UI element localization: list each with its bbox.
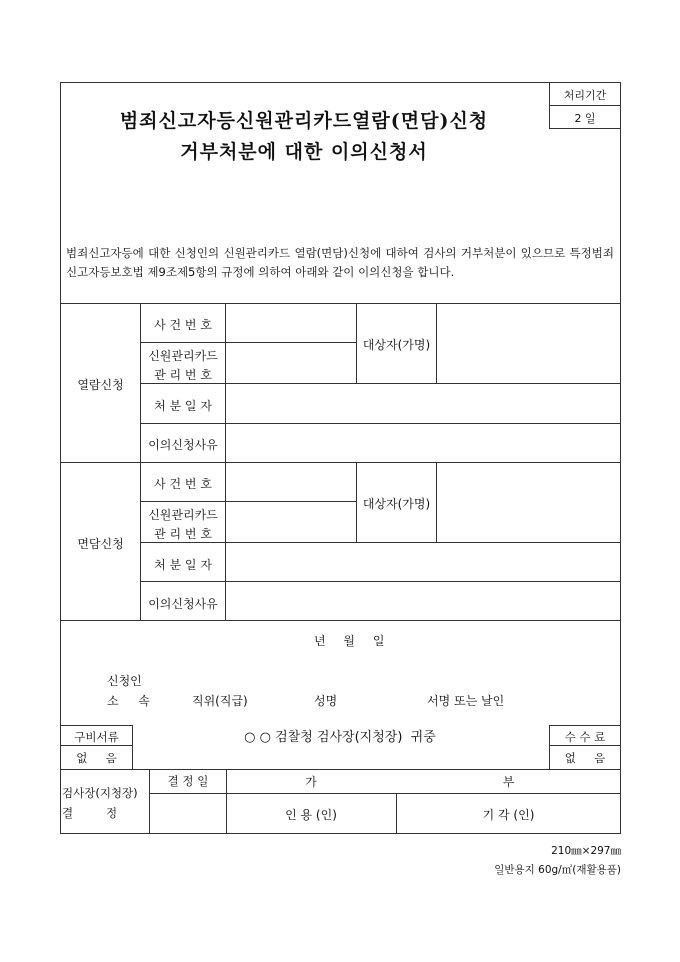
decision-reject-label: 부 xyxy=(502,775,515,789)
applicant-name-label: 성명 xyxy=(314,694,338,708)
form-title-line2: 거부처분에 대한 이의신청서 xyxy=(180,141,428,163)
applicant-label: 신청인 xyxy=(107,674,142,688)
yeollam-case-number-label: 사 건 번 호 xyxy=(154,318,212,332)
myeondam-section-label: 면담신청 xyxy=(77,537,124,551)
myeondam-target-label: 대상자(가명) xyxy=(362,497,431,511)
paper-type-note: 일반용지 60g/㎡(재활용품) xyxy=(494,864,621,876)
myeondam-disposition-date-label: 처 분 일 자 xyxy=(154,558,212,572)
yeollam-disposition-date-label: 처 분 일 자 xyxy=(154,399,212,413)
decision-approve-label: 가 xyxy=(305,775,317,789)
yeollam-target-label: 대상자(가명) xyxy=(362,338,431,352)
applicant-affiliation-label: 소 속 xyxy=(107,694,150,708)
applicant-signature-label: 서명 또는 날인 xyxy=(427,694,505,708)
required-docs-label: 구비서류 xyxy=(74,730,119,744)
myeondam-reason-label: 이의신청사유 xyxy=(148,597,218,611)
application-date-line: 년 월 일 xyxy=(314,634,385,648)
processing-period-label: 처리기간 xyxy=(563,89,607,102)
decision-label-1: 검사장(지청장) xyxy=(62,786,138,800)
yeollam-card-label-2: 관 리 번 호 xyxy=(154,368,212,382)
decision-reject-result: 기 각 (인) xyxy=(482,808,535,822)
form-title-line1: 범죄신고자등신원관리카드열람(면담)신청 xyxy=(119,110,489,132)
frame-left xyxy=(60,82,61,834)
myeondam-case-number-label: 사 건 번 호 xyxy=(154,477,212,491)
intro-paragraph: 범죄신고자등에 대한 신청인의 신원관리카드 열람(면담)신청에 대하여 검사의 거부처분이 있으므로 특정범죄신고자등보호법 제9조제5항의 규정에 의하여 아래와 같이 이의신청을 합니다. xyxy=(66,246,614,279)
decision-approve-result: 인 용 (인) xyxy=(285,808,337,822)
frame-top xyxy=(60,82,621,83)
applicant-position-label: 직위(직급) xyxy=(192,694,248,708)
processing-period-value: 2 일 xyxy=(574,112,596,125)
frame-bottom xyxy=(60,833,621,834)
frame-right xyxy=(620,82,621,834)
yeollam-reason-label: 이의신청사유 xyxy=(148,438,218,452)
yeollam-card-label-1: 신원관리카드 xyxy=(148,349,218,363)
decision-date-label: 결 정 일 xyxy=(167,774,209,788)
fee-label: 수 수 료 xyxy=(564,730,606,744)
myeondam-card-label-1: 신원관리카드 xyxy=(148,508,218,522)
required-docs-value: 없 음 xyxy=(76,751,117,765)
addressee-line: ○ ○ 검찰청 검사장(지청장) 귀중 xyxy=(244,730,436,745)
myeondam-card-label-2: 관 리 번 호 xyxy=(154,527,212,541)
yeollam-section-label: 열람신청 xyxy=(77,378,124,392)
fee-value: 없 음 xyxy=(564,751,606,765)
paper-size-note: 210㎜×297㎜ xyxy=(551,845,621,857)
decision-label-2: 결 정 xyxy=(62,806,118,820)
